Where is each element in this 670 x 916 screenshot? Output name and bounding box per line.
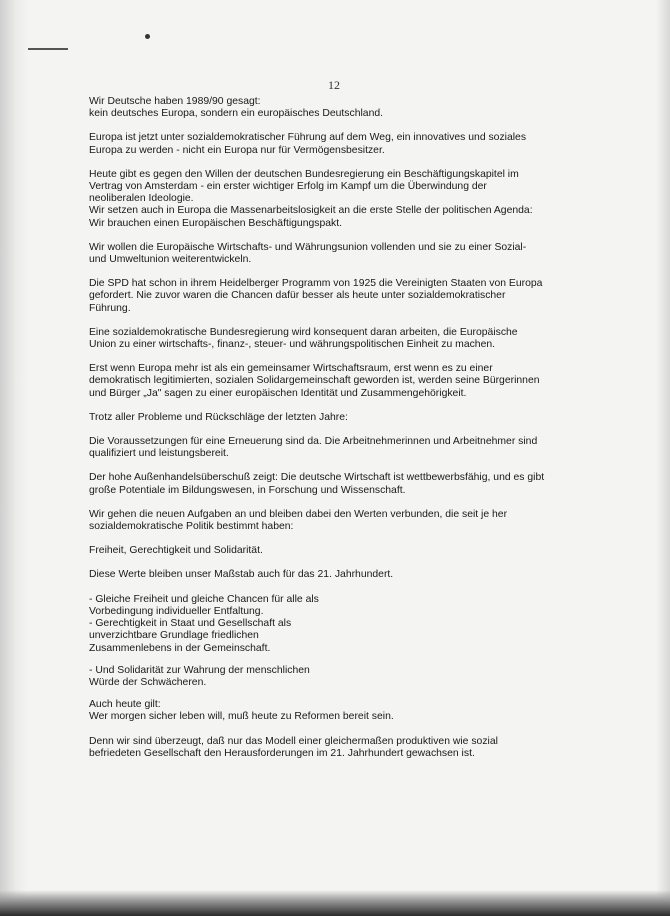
list-item: - Gleiche Freiheit und gleiche Chancen für alle als Vorbedingung individueller Entfaltung. <box>89 593 319 617</box>
list-item: - Gerechtigkeit in Staat und Gesellschaft als unverzichtbare Grundlage friedlichen Zusammenlebens in der Gemeinschaft. <box>89 618 292 654</box>
paragraph: Eine sozialdemokratische Bundesregierung wird konsequent daran arbeiten, die Europäische Union zu einer wirtschafts-, finanz-, steuer- und währungspolitischen Einheit zu machen. <box>89 326 518 351</box>
paragraph: Erst wenn Europa mehr ist als ein gemeinsamer Wirtschaftsraum, erst wenn es zu einer demokratisch legitimierten, sozialen Solidargemeinschaft geworden ist, werden seine Bürgerinnen und Bürger „Ja" sagen zu einer europäischen Identität und Zusammengehörigkeit. <box>89 363 540 399</box>
paragraph: Die Voraussetzungen für eine Erneuerung sind da. Die Arbeitnehmerinnen und Arbeitnehmer sind qualifiziert und leistungsbereit. <box>89 436 538 460</box>
scan-shadow-left <box>0 0 28 916</box>
scan-mark <box>28 48 68 50</box>
paragraph: Wir Deutsche haben 1989/90 gesagt: kein deutsches Europa, sondern ein europäisches Deutschland. <box>89 96 384 120</box>
paragraph: Die SPD hat schon in ihrem Heidelberger Programm von 1925 die Vereinigten Staaten von Europa gefordert. Nie zuvor waren die Chancen dafür besser als heute unter sozialdemokratischer Führung. <box>89 278 543 314</box>
paragraph: Der hohe Außenhandelsüberschuß zeigt: Die deutsche Wirtschaft ist wettbewerbsfähig, und es gibt große Potentiale im Bildungswesen, in Forschung und Wissenschaft. <box>89 472 545 496</box>
scan-shadow-bottom <box>0 890 670 916</box>
paragraph: Diese Werte bleiben unser Maßstab auch für das 21. Jahrhundert. <box>89 569 394 581</box>
paragraph: Auch heute gilt: Wer morgen sicher leben will, muß heute zu Reformen bereit sein. <box>89 699 394 723</box>
paragraph: Heute gibt es gegen den Willen der deutschen Bundesregierung ein Beschäftigungskapitel im Vertrag von Amsterdam - ein erster wichtiger Erfolg im Kampf um die Überwindung der neoliberalen Ideologie. Wir setzen auch in Europa die Massenarbeitslosigkeit an die erste Stelle der politischen Agenda: Wir brauchen einen Europäischen Beschäftigungspakt. <box>89 168 533 229</box>
document-body <box>89 96 589 772</box>
paragraph: Freiheit, Gerechtigkeit und Solidarität. <box>89 545 263 557</box>
page-number: 12 <box>328 78 340 92</box>
paragraph: Denn wir sind überzeugt, daß nur das Modell einer gleichermaßen produktiven wie sozial befriedeten Gesellschaft den Herausforderungen im 21. Jahrhundert gewachsen ist. <box>89 735 498 759</box>
scan-dot <box>145 34 150 39</box>
paragraph: Wir wollen die Europäische Wirtschafts- und Währungsunion vollenden und sie zu einer Sozial- und Umweltunion weiterentwickeln. <box>89 241 527 266</box>
scan-shadow-right <box>656 0 670 916</box>
list-item: - Und Solidarität zur Wahrung der menschlichen Würde der Schwächeren. <box>89 664 310 688</box>
paragraph: Trotz aller Probleme und Rückschläge der letzten Jahre: <box>89 411 348 423</box>
values-list-solidarity <box>89 665 589 689</box>
values-list <box>89 594 589 655</box>
paragraph: Europa ist jetzt unter sozialdemokratischer Führung auf dem Weg, ein innovatives und soziales Europa zu werden - nicht ein Europa nur für Vermögensbesitzer. <box>89 132 527 156</box>
paragraph: Wir gehen die neuen Aufgaben an und bleiben dabei den Werten verbunden, die seit je her sozialdemokratische Politik bestimmt haben: <box>89 508 508 533</box>
